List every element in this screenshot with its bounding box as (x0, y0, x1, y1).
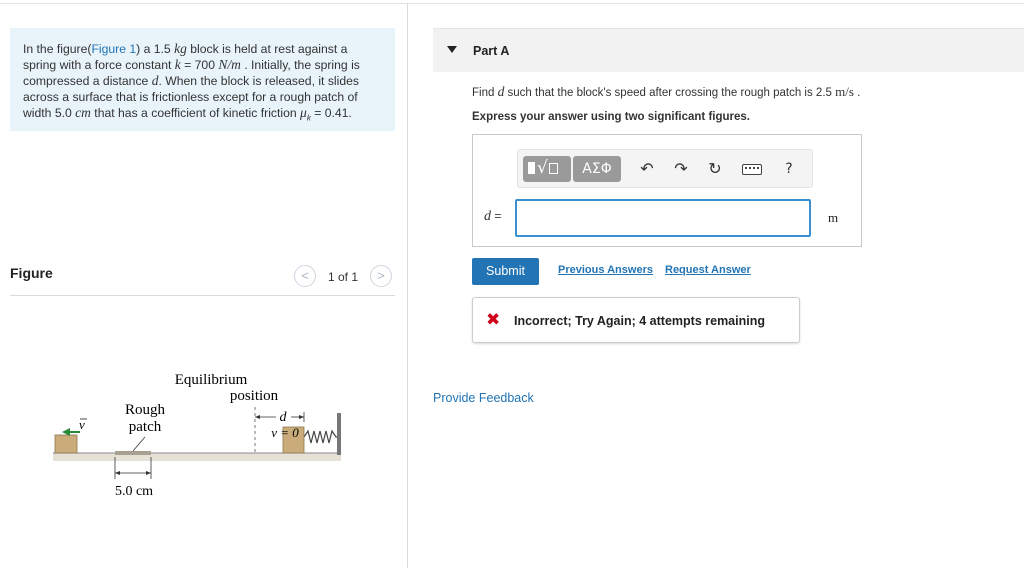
figure-title: Figure (10, 265, 53, 281)
templates-button[interactable] (523, 156, 571, 182)
figure-counter: 1 of 1 (328, 270, 359, 284)
template-box-icon (549, 163, 558, 174)
submit-button[interactable]: Submit (472, 258, 539, 285)
rough-patch (115, 451, 151, 455)
keyboard-icon[interactable] (740, 158, 762, 180)
figure-next-button[interactable]: > (370, 265, 392, 287)
answer-unit: m (828, 210, 839, 225)
figure-divider (10, 295, 395, 296)
column-divider (407, 3, 408, 568)
help-button[interactable]: ? (785, 161, 793, 177)
previous-answers-link[interactable]: Previous Answers (558, 264, 653, 276)
velocity-label: v (79, 417, 85, 432)
instruction-text: Express your answer using two significant figures. (472, 111, 750, 123)
top-border (0, 3, 1024, 4)
patch-label: patch (128, 419, 162, 435)
rough-label: Rough (124, 402, 166, 418)
template-square-icon (528, 162, 535, 174)
redo-icon[interactable]: ↷ (674, 159, 688, 178)
sqrt-icon: √ (537, 158, 548, 178)
math-toolbar (517, 149, 813, 188)
physics-figure (50, 365, 350, 500)
wall (337, 413, 341, 455)
problem-statement: In the figure(Figure 1) a 1.5 kg block is held at rest against a spring with a force constant k = 700 N/m . Initially, the spring is compressed a distance d. When the block is released, it slides across a surface that is frictionless except for a rough patch of width 5.0 cm that has a coefficient of kinetic friction $\mu_k = 0.41$. (10, 28, 395, 131)
patch-pointer (133, 437, 145, 451)
feedback-text: Incorrect; Try Again; 4 attempts remaining (514, 314, 765, 328)
question-text: Find d such that the block's speed after crossing the rough patch is 2.5 m/s . (472, 84, 861, 99)
answer-area (472, 134, 862, 247)
answer-label: d = (484, 209, 502, 224)
d-label: d (279, 410, 287, 425)
floor (53, 453, 341, 461)
feedback-message (472, 297, 800, 343)
figure-link[interactable]: Figure 1 (91, 42, 137, 56)
figure-prev-button[interactable]: < (294, 265, 316, 287)
answer-input[interactable] (515, 199, 811, 237)
collapse-arrow-icon[interactable] (447, 46, 457, 53)
width-label: 5.0 cm (114, 484, 154, 499)
error-x-icon: ✖ (486, 310, 501, 330)
greek-symbols-button[interactable]: ΑΣΦ (573, 156, 621, 182)
equilibrium-label: Equilibrium (174, 372, 248, 388)
undo-icon[interactable]: ↶ (640, 159, 654, 178)
position-label: position (229, 388, 279, 404)
figure-pager (294, 265, 394, 289)
request-answer-link[interactable]: Request Answer (665, 264, 751, 276)
reset-icon[interactable]: ↻ (708, 159, 722, 178)
provide-feedback-link[interactable]: Provide Feedback (433, 391, 534, 405)
part-a-header[interactable] (433, 28, 1024, 72)
block-moving (55, 435, 77, 453)
v0-label: v = 0 (271, 425, 299, 440)
spring (304, 431, 337, 443)
part-title: Part A (473, 44, 510, 58)
